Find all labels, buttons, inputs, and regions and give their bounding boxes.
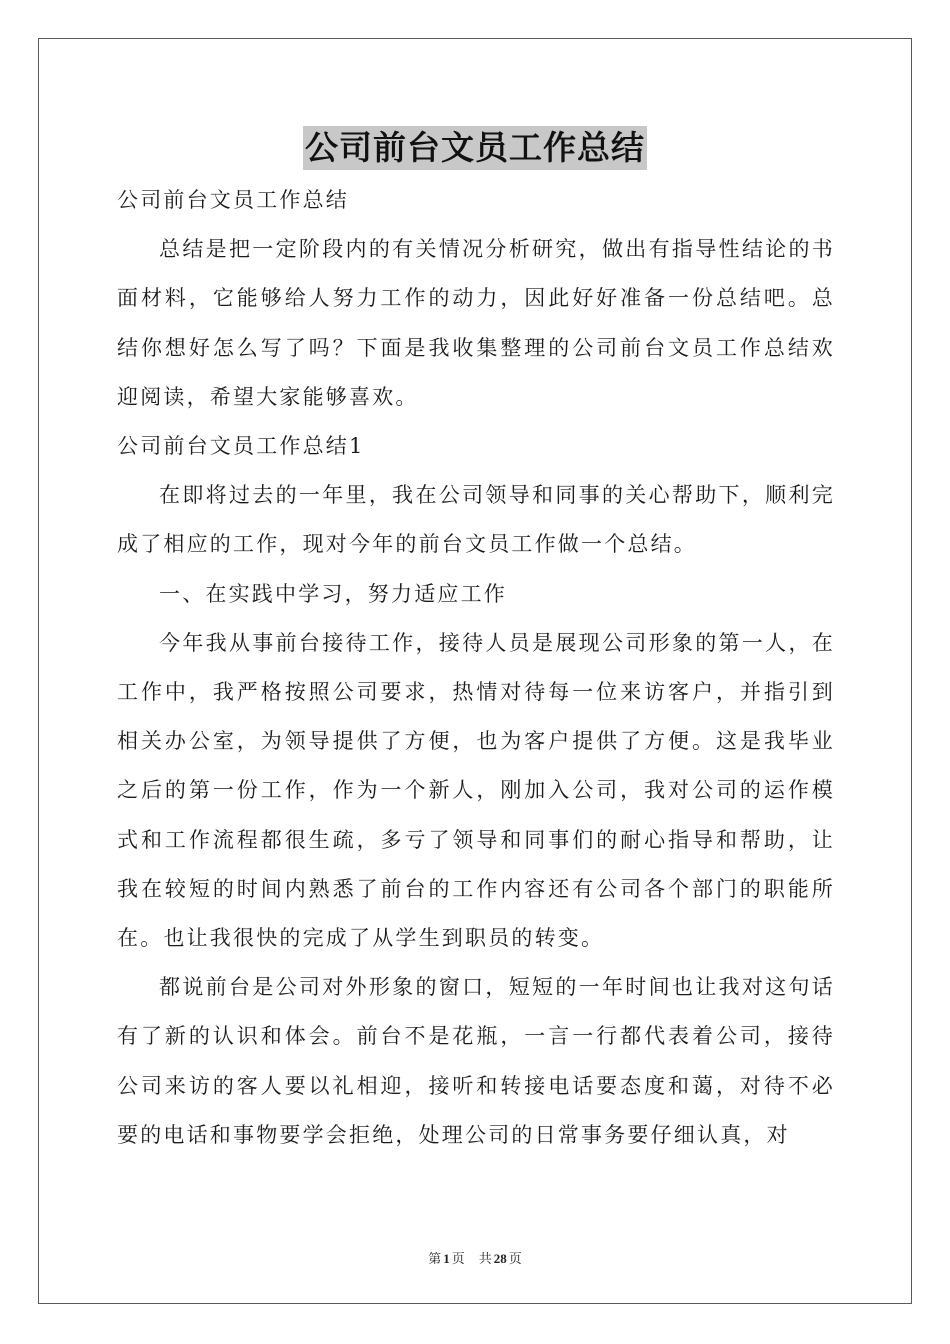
section-heading: 公司前台文员工作总结1 [117, 434, 365, 459]
document-body [117, 176, 835, 1160]
current-page-number: 1 [443, 1251, 450, 1266]
total-page-count: 28 [493, 1251, 507, 1266]
page-footer [0, 1248, 950, 1267]
paragraph: 都说前台是公司对外形象的窗口，短短的一年时间也让我对这句话有了新的认识和体会。前台不是花瓶，一言一行都代表着公司，接待公司来访的客人要以礼相迎，接听和转接电话要态度和蔼，对待不必要的电话和事物要学会拒绝，处理公司的日常事务要仔细认真，对 [117, 975, 835, 1147]
paragraph: 在即将过去的一年里，我在公司领导和同事的关心帮助下，顺利完成了相应的工作，现对今年的前台文员工作做一个总结。 [117, 483, 835, 557]
paragraph: 今年我从事前台接待工作，接待人员是展现公司形象的第一人，在工作中，我严格按照公司要求，热情对待每一位来访客户，并指引到相关办公室，为领导提供了方便，也为客户提供了方便。这是我毕业之后的第一份工作，作为一个新人，刚加入公司，我对公司的运作模式和工作流程都很生疏，多亏了领导和同事们的耐心指导和帮助，让我在较短的时间内熟悉了前台的工作内容还有公司各个部门的职能所在。也让我很快的完成了从学生到职员的转变。 [117, 630, 835, 951]
total-prefix: 共 [478, 1251, 492, 1266]
page-suffix: 页 [451, 1251, 465, 1266]
document-title: 公司前台文员工作总结 [303, 126, 647, 170]
paragraph: 公司前台文员工作总结 [117, 188, 349, 212]
title-container [0, 126, 950, 170]
total-suffix: 页 [508, 1251, 522, 1266]
subsection-heading: 一、在实践中学习，努力适应工作 [159, 581, 507, 606]
paragraph: 总结是把一定阶段内的有关情况分析研究，做出有指导性结论的书面材料，它能够给人努力工作的动力，因此好好准备一份总结吧。总结你想好怎么写了吗？下面是我收集整理的公司前台文员工作总结欢迎阅读，希望大家能够喜欢。 [117, 237, 835, 409]
page-prefix: 第 [428, 1251, 442, 1266]
